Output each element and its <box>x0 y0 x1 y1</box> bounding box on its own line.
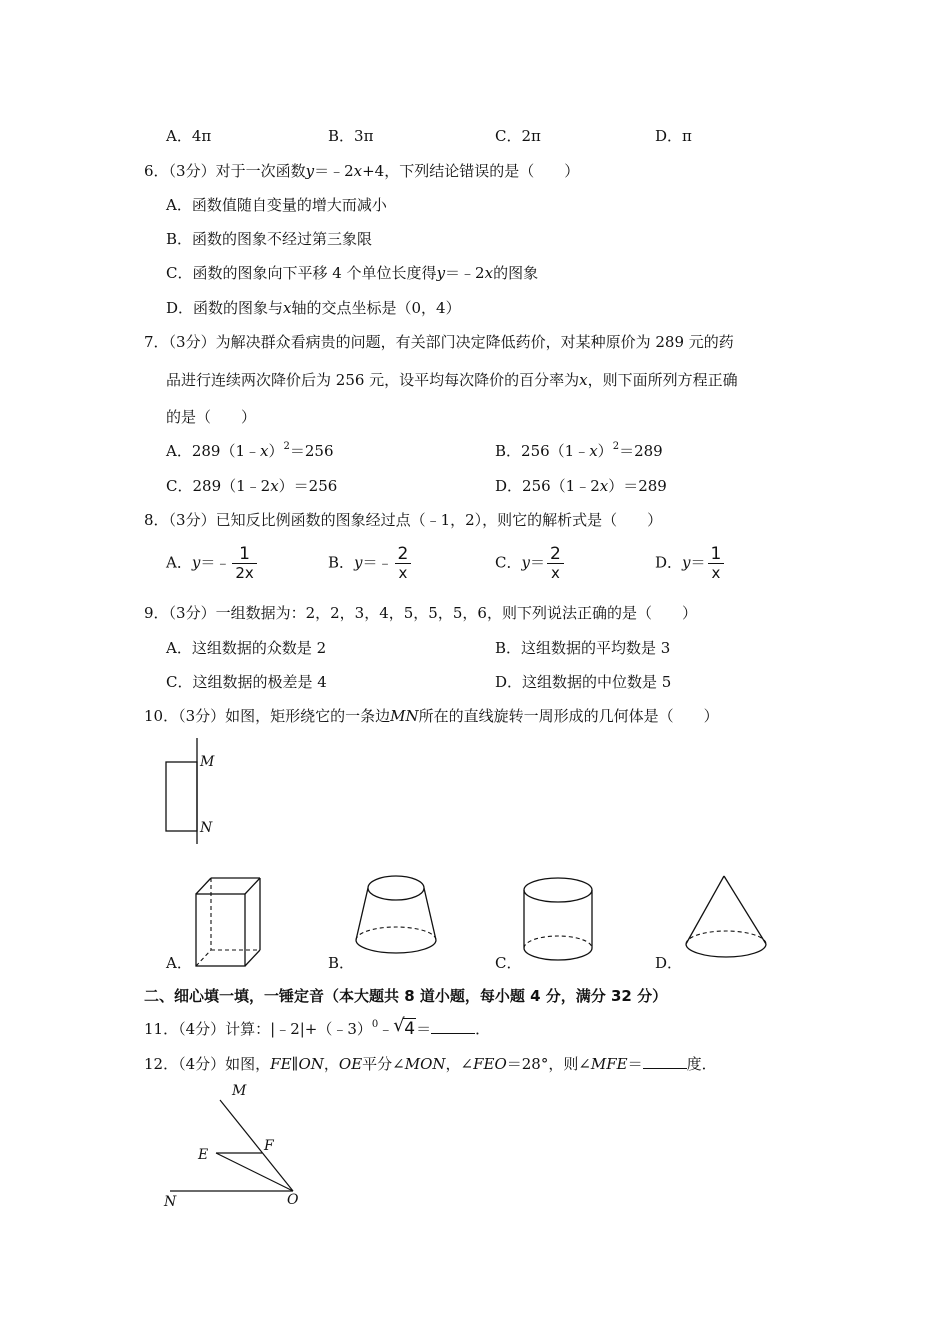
q7-option-c: C．289（1﹣2x）＝256 <box>166 477 338 495</box>
q7-stem-line1: 7．（3分）为解决群众看病贵的问题，有关部门决定降低药价，对某种原价为 289 元的药 <box>144 333 734 351</box>
q6-option-b: B．函数的图象不经过第三象限 <box>166 230 373 248</box>
q6-option-d: D．函数的图象与x轴的交点坐标是（0，4） <box>166 299 461 317</box>
fraction: $\frac{2}{x}$ <box>547 545 564 582</box>
q5-option-a: A．4π <box>166 127 212 145</box>
frustum-figure <box>352 872 442 972</box>
cylinder-figure <box>518 872 608 972</box>
q8-option-a: A．y＝﹣ $\frac{1}{2x}$ <box>166 545 257 582</box>
q9-option-b: B．这组数据的平均数是 3 <box>495 639 671 657</box>
q5-option-b: B．3π <box>328 127 374 145</box>
q7-option-a: A．289（1﹣x）$^2$＝256 <box>166 441 334 460</box>
q9-option-c: C．这组数据的极差是 4 <box>166 673 327 691</box>
answer-blank[interactable] <box>431 1019 475 1034</box>
q6-option-c: C．函数的图象向下平移 4 个单位长度得y＝﹣2x的图象 <box>166 264 539 282</box>
q10-option-d-label: D． <box>655 954 683 972</box>
cuboid-figure <box>190 872 270 972</box>
answer-blank[interactable] <box>643 1054 687 1069</box>
q7-stem-line2: 品进行连续两次降价后为 256 元，设平均每次降价的百分率为x，则下面所列方程正确 <box>166 371 738 389</box>
q8-option-b: B．y＝﹣ $\frac{2}{x}$ <box>328 545 411 582</box>
q5-option-c: C．2π <box>495 127 541 145</box>
q9-option-d: D．这组数据的中位数是 5 <box>495 673 672 691</box>
fraction: $\frac{2}{x}$ <box>395 545 412 582</box>
square-root: √ 4 <box>393 1015 416 1039</box>
q9-stem: 9．（3分）一组数据为：2，2，3，4，5，5，5，6，则下列说法正确的是（ ） <box>144 604 697 622</box>
rectangle-shape <box>166 762 197 831</box>
label-n: N <box>164 1194 177 1210</box>
angle-figure <box>160 1080 320 1210</box>
label-o: O <box>287 1192 299 1208</box>
q8-stem: 8．（3分）已知反比例函数的图象经过点（﹣1，2），则它的解析式是（ ） <box>144 511 663 529</box>
label-e: E <box>198 1147 209 1163</box>
label-n: N <box>200 820 213 836</box>
section-heading: 二、细心填一填，一锤定音（本大题共 8 道小题，每小题 4 分，满分 32 分） <box>144 987 668 1005</box>
q9-option-a: A．这组数据的众数是 2 <box>166 639 327 657</box>
q10-option-b-label: B． <box>328 954 355 972</box>
q12-stem: 12．（4分）如图，FE∥ON，OE平分∠MON，∠FEO＝28°，则∠MFE＝ 度． <box>144 1055 717 1073</box>
q8-option-c: C．y＝ $\frac{2}{x}$ <box>495 545 564 582</box>
q6-option-a: A．函数值随自变量的增大而减小 <box>166 196 387 214</box>
label-m: M <box>232 1083 247 1099</box>
label-f: F <box>264 1138 274 1154</box>
q7-option-b: B．256（1﹣x）$^2$＝289 <box>495 441 663 460</box>
q10-option-c-label: C． <box>495 954 522 972</box>
cone-figure <box>682 872 772 972</box>
label-m: M <box>200 754 215 770</box>
q7-option-d: D．256（1﹣2x）＝289 <box>495 477 667 495</box>
ray-om <box>220 1100 293 1191</box>
q10-option-a-label: A． <box>166 954 192 972</box>
q5-option-d: D．π <box>655 127 692 145</box>
q6-stem: 6．（3分）对于一次函数y＝﹣2x+4，下列结论错误的是（ ） <box>144 162 580 180</box>
fraction: $\frac{1}{x}$ <box>708 545 725 582</box>
rectangle-axis-figure <box>160 738 230 848</box>
q10-stem: 10．（3分）如图，矩形绕它的一条边MN所在的直线旋转一周形成的几何体是（ ） <box>144 707 719 725</box>
ray-oe <box>216 1153 293 1191</box>
q8-option-d: D．y＝ $\frac{1}{x}$ <box>655 545 724 582</box>
fraction: $\frac{1}{2x}$ <box>232 545 256 582</box>
q7-stem-line3: 的是（ ） <box>166 408 257 426</box>
q11-stem: 11．（4分）计算：|﹣2|+（﹣3）$^0$﹣ √ 4＝ ． <box>144 1015 491 1039</box>
